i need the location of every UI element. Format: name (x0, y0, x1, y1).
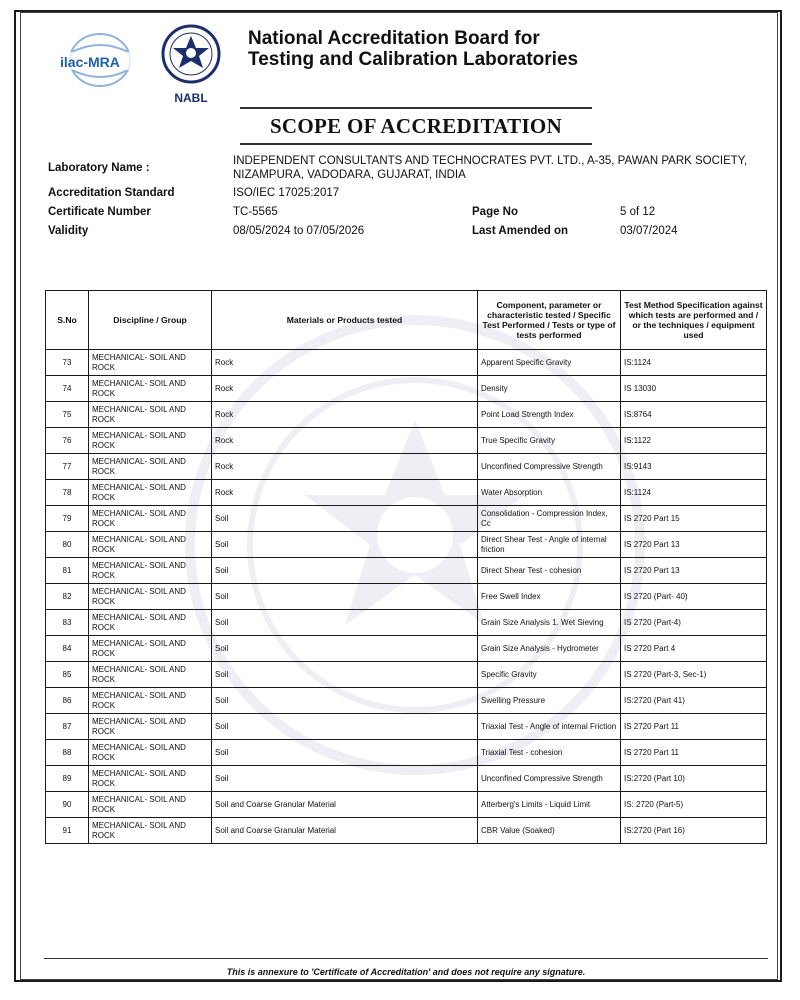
cell-discipline: MECHANICAL- SOIL AND ROCK (89, 714, 212, 740)
table-row (46, 636, 767, 662)
table-row (46, 662, 767, 688)
header-materials: Materials or Products tested (212, 291, 478, 350)
cell-discipline: MECHANICAL- SOIL AND ROCK (89, 480, 212, 506)
cell-discipline: MECHANICAL- SOIL AND ROCK (89, 558, 212, 584)
lab-name-line1: INDEPENDENT CONSULTANTS AND TECHNOCRATES PVT. LTD., A-35, PAWAN PARK SOCIETY, (233, 155, 748, 167)
cell-discipline: MECHANICAL- SOIL AND ROCK (89, 506, 212, 532)
cell-discipline: MECHANICAL- SOIL AND ROCK (89, 688, 212, 714)
table-row (46, 610, 767, 636)
cell-component: Density (478, 376, 621, 402)
certificate-value: TC-5565 (233, 206, 278, 218)
cell-component: Unconfined Compressive Strength (478, 454, 621, 480)
ilac-mra-logo-icon (52, 30, 142, 92)
organization-title (248, 28, 578, 70)
cell-material: Soil and Coarse Granular Material (212, 792, 478, 818)
cell-component: Triaxial Test - cohesion (478, 740, 621, 766)
cell-material: Soil (212, 584, 478, 610)
cell-component: Grain Size Analysis 1. Wet Sieving (478, 610, 621, 636)
cell-component: Consolidation - Compression Index, Cc (478, 506, 621, 532)
cell-discipline: MECHANICAL- SOIL AND ROCK (89, 376, 212, 402)
cell-test-method: IS:2720 (Part 10) (621, 766, 767, 792)
cell-test-method: IS:8764 (621, 402, 767, 428)
cell-sno: 85 (46, 662, 89, 688)
cell-discipline: MECHANICAL- SOIL AND ROCK (89, 766, 212, 792)
cell-material: Soil (212, 766, 478, 792)
table-row (46, 818, 767, 844)
cell-test-method: IS 2720 Part 11 (621, 740, 767, 766)
cell-test-method: IS 13030 (621, 376, 767, 402)
cell-test-method: IS 2720 (Part-3, Sec-1) (621, 662, 767, 688)
cell-discipline: MECHANICAL- SOIL AND ROCK (89, 402, 212, 428)
cell-test-method: IS:2720 (Part 16) (621, 818, 767, 844)
table-row (46, 792, 767, 818)
cell-discipline: MECHANICAL- SOIL AND ROCK (89, 428, 212, 454)
cell-test-method: IS 2720 Part 13 (621, 558, 767, 584)
cell-sno: 89 (46, 766, 89, 792)
cell-component: Apparent Specific Gravity (478, 350, 621, 376)
cell-sno: 88 (46, 740, 89, 766)
cell-sno: 83 (46, 610, 89, 636)
table-body (46, 350, 767, 844)
cell-test-method: IS:1124 (621, 350, 767, 376)
cell-test-method: IS: 2720 (Part-5) (621, 792, 767, 818)
cell-discipline: MECHANICAL- SOIL AND ROCK (89, 532, 212, 558)
cell-material: Rock (212, 428, 478, 454)
cell-sno: 87 (46, 714, 89, 740)
cell-material: Soil (212, 636, 478, 662)
cell-sno: 75 (46, 402, 89, 428)
table-row (46, 376, 767, 402)
validity-value: 08/05/2024 to 07/05/2026 (233, 225, 365, 237)
cell-material: Soil and Coarse Granular Material (212, 818, 478, 844)
last-amended-label: Last Amended on (472, 225, 569, 237)
ilac-logo-text: ilac-MRA (60, 54, 120, 70)
scope-title: SCOPE OF ACCREDITATION (240, 107, 592, 145)
cell-sno: 76 (46, 428, 89, 454)
cell-sno: 74 (46, 376, 89, 402)
table-header-row (46, 291, 767, 350)
table-row (46, 558, 767, 584)
cell-discipline: MECHANICAL- SOIL AND ROCK (89, 350, 212, 376)
cell-sno: 81 (46, 558, 89, 584)
cell-discipline: MECHANICAL- SOIL AND ROCK (89, 818, 212, 844)
cell-discipline: MECHANICAL- SOIL AND ROCK (89, 792, 212, 818)
cell-component: Atterberg's Limits - Liquid Limit (478, 792, 621, 818)
lab-name-label: Laboratory Name : (48, 162, 150, 174)
cell-component: Free Swell Index (478, 584, 621, 610)
cell-sno: 84 (46, 636, 89, 662)
validity-label: Validity (48, 225, 89, 237)
cell-sno: 79 (46, 506, 89, 532)
cell-component: Direct Shear Test - cohesion (478, 558, 621, 584)
cell-material: Soil (212, 506, 478, 532)
cell-test-method: IS:1124 (621, 480, 767, 506)
header-test-method: Test Method Specification against which tests are performed and / or the techniques / equipment used (621, 291, 767, 350)
cell-material: Rock (212, 402, 478, 428)
table-row (46, 766, 767, 792)
table-row (46, 428, 767, 454)
cell-sno: 91 (46, 818, 89, 844)
cell-material: Soil (212, 532, 478, 558)
cell-discipline: MECHANICAL- SOIL AND ROCK (89, 584, 212, 610)
table-row (46, 506, 767, 532)
header-discipline: Discipline / Group (89, 291, 212, 350)
table-row (46, 740, 767, 766)
cell-test-method: IS:1122 (621, 428, 767, 454)
cell-sno: 90 (46, 792, 89, 818)
table-row (46, 350, 767, 376)
cell-component: Point Load Strength Index (478, 402, 621, 428)
cell-component: Triaxial Test - Angle of internal Friction (478, 714, 621, 740)
standard-label: Accreditation Standard (48, 187, 175, 199)
cell-discipline: MECHANICAL- SOIL AND ROCK (89, 454, 212, 480)
table-row (46, 688, 767, 714)
cell-material: Soil (212, 688, 478, 714)
table-row (46, 402, 767, 428)
header-sno: S.No (46, 291, 89, 350)
table-row (46, 454, 767, 480)
cell-material: Soil (212, 714, 478, 740)
cell-test-method: IS 2720 Part 15 (621, 506, 767, 532)
table-row (46, 480, 767, 506)
cell-test-method: IS 2720 Part 11 (621, 714, 767, 740)
cell-sno: 78 (46, 480, 89, 506)
cell-discipline: MECHANICAL- SOIL AND ROCK (89, 740, 212, 766)
cell-discipline: MECHANICAL- SOIL AND ROCK (89, 636, 212, 662)
scope-table (45, 290, 767, 844)
standard-value: ISO/IEC 17025:2017 (233, 187, 340, 199)
cell-sno: 77 (46, 454, 89, 480)
cell-component: Water Absorption (478, 480, 621, 506)
cell-component: Grain Size Analysis - Hydrometer (478, 636, 621, 662)
table-row (46, 532, 767, 558)
cell-discipline: MECHANICAL- SOIL AND ROCK (89, 662, 212, 688)
cell-test-method: IS 2720 (Part-4) (621, 610, 767, 636)
certificate-label: Certificate Number (48, 206, 151, 218)
cell-test-method: IS:2720 (Part 41) (621, 688, 767, 714)
cell-test-method: IS 2720 (Part- 40) (621, 584, 767, 610)
cell-material: Soil (212, 662, 478, 688)
cell-sno: 80 (46, 532, 89, 558)
cell-material: Soil (212, 740, 478, 766)
footer-divider (44, 958, 768, 959)
cell-component: CBR Value (Soaked) (478, 818, 621, 844)
cell-material: Soil (212, 610, 478, 636)
cell-sno: 82 (46, 584, 89, 610)
cell-component: Swelling Pressure (478, 688, 621, 714)
page-no-label: Page No (472, 206, 519, 218)
org-title-line1: National Accreditation Board for (248, 28, 540, 49)
org-title-line2: Testing and Calibration Laboratories (248, 49, 579, 70)
cell-discipline: MECHANICAL- SOIL AND ROCK (89, 610, 212, 636)
cell-component: Direct Shear Test - Angle of internal friction (478, 532, 621, 558)
cell-test-method: IS 2720 Part 13 (621, 532, 767, 558)
page-no-value: 5 of 12 (620, 206, 656, 218)
last-amended-value: 03/07/2024 (620, 225, 678, 237)
lab-name-line2: NIZAMPURA, VADODARA, GUJARAT, INDIA (233, 169, 466, 181)
nabl-logo-icon (155, 22, 227, 106)
footer-note: This is annexure to 'Certificate of Accreditation' and does not require any signature. (226, 967, 586, 977)
cell-sno: 86 (46, 688, 89, 714)
header-component: Component, parameter or characteristic tested / Specific Test Performed / Tests or type of tests performed (478, 291, 621, 350)
table-row (46, 714, 767, 740)
cell-component: Specific Gravity (478, 662, 621, 688)
cell-component: True Specific Gravity (478, 428, 621, 454)
cell-material: Rock (212, 376, 478, 402)
cell-sno: 73 (46, 350, 89, 376)
cell-material: Rock (212, 454, 478, 480)
cell-material: Rock (212, 350, 478, 376)
cell-material: Rock (212, 480, 478, 506)
nabl-logo-text: NABL (174, 91, 208, 105)
table-row (46, 584, 767, 610)
cell-component: Unconfined Compressive Strength (478, 766, 621, 792)
cell-material: Soil (212, 558, 478, 584)
lab-name-value (233, 154, 747, 182)
cell-test-method: IS:9143 (621, 454, 767, 480)
cell-test-method: IS 2720 Part 4 (621, 636, 767, 662)
